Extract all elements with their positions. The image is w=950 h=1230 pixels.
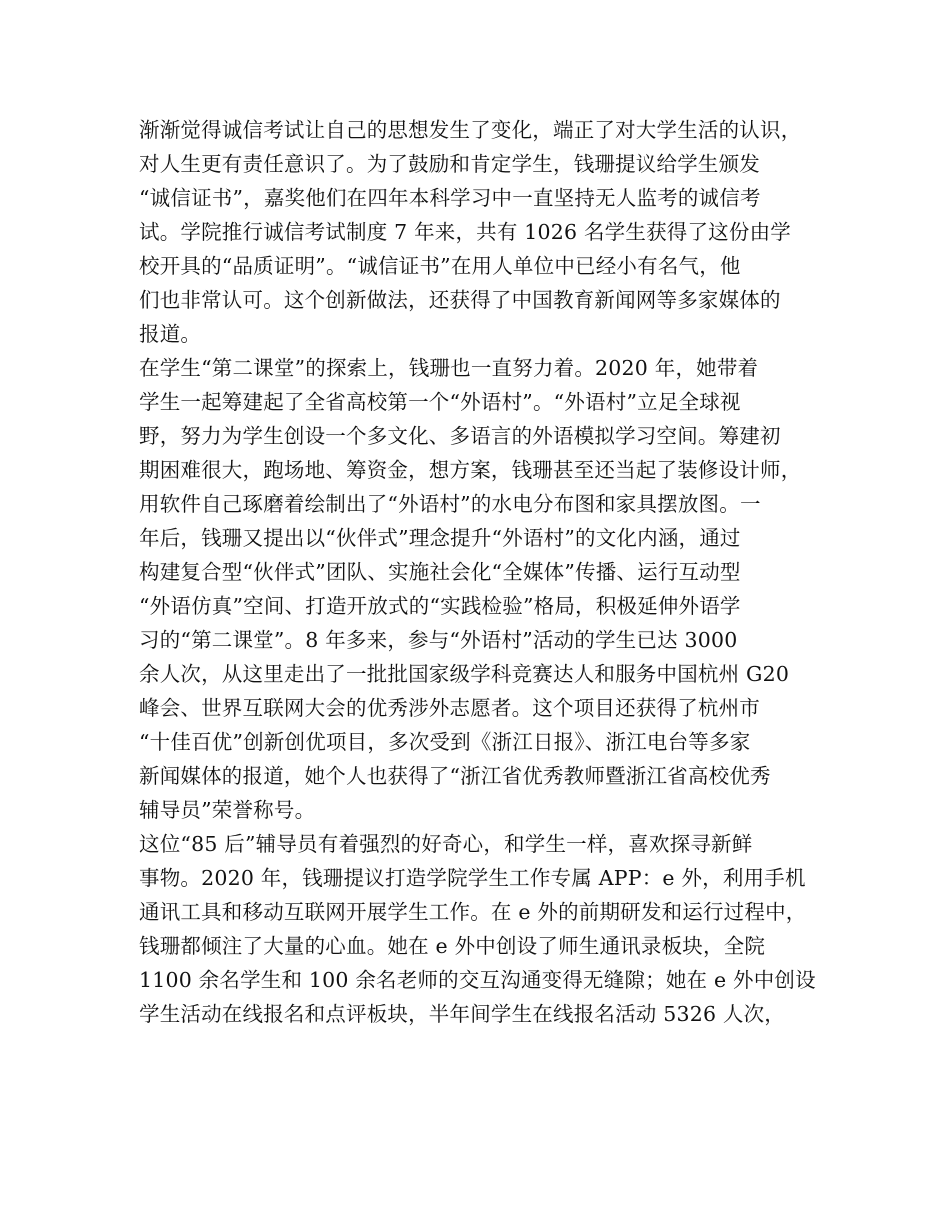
text-line: “外语仿真”空间、打造开放式的“实践检验”格局，积极延伸外语学 bbox=[139, 594, 741, 618]
text-line: 期困难很大，跑场地、筹资金，想方案，钱珊甚至还当起了装修设计师， bbox=[139, 458, 802, 482]
text-line: 渐渐觉得诚信考试让自己的思想发生了变化，端正了对大学生活的认识， bbox=[139, 118, 802, 142]
text-line: 新闻媒体的报道，她个人也获得了“浙江省优秀教师暨浙江省高校优秀 bbox=[139, 764, 771, 788]
text-line: 学生活动在线报名和点评板块，半年间学生在线报名活动 5326 人次， bbox=[139, 1002, 786, 1026]
text-line: 学生一起筹建起了全省高校第一个“外语村”。“外语村”立足全球视 bbox=[139, 390, 741, 414]
text-line: 野，努力为学生创设一个多文化、多语言的外语模拟学习空间。筹建初 bbox=[139, 424, 781, 448]
text-line: 事物。2020 年，钱珊提议打造学院学生工作专属 APP：e 外，利用手机 bbox=[139, 866, 806, 890]
text-line: 用软件自己琢磨着绘制出了“外语村”的水电分布图和家具摆放图。一 bbox=[139, 492, 761, 516]
text-line: 对人生更有责任意识了。为了鼓励和肯定学生，钱珊提议给学生颁发 bbox=[139, 152, 760, 176]
document-page bbox=[139, 113, 829, 1031]
text-line: 通讯工具和移动互联网开展学生工作。在 e 外的前期研发和运行过程中， bbox=[139, 900, 807, 924]
paragraph-foreign-language-village bbox=[139, 351, 829, 827]
text-line: 在学生“第二课堂”的探索上，钱珊也一直努力着。2020 年，她带着 bbox=[139, 356, 759, 380]
text-line: 构建复合型“伙伴式”团队、实施社会化“全媒体”传播、运行互动型 bbox=[139, 560, 741, 584]
text-line: “十佳百优”创新创优项目，多次受到《浙江日报》、浙江电台等多家 bbox=[139, 730, 751, 754]
text-line: 辅导员”荣誉称号。 bbox=[139, 798, 316, 822]
paragraph-honesty-certificate bbox=[139, 113, 829, 351]
paragraph-e-wai-app bbox=[139, 827, 829, 1031]
text-line: 峰会、世界互联网大会的优秀涉外志愿者。这个项目还获得了杭州市 bbox=[139, 696, 760, 720]
text-line: 年后，钱珊又提出以“伙伴式”理念提升“外语村”的文化内涵，通过 bbox=[139, 526, 741, 550]
text-line: 报道。 bbox=[139, 322, 202, 346]
text-line: “诚信证书”，嘉奖他们在四年本科学习中一直坚持无人监考的诚信考 bbox=[139, 186, 761, 210]
text-line: 试。学院推行诚信考试制度 7 年来，共有 1026 名学生获得了这份由学 bbox=[139, 220, 791, 244]
text-line: 1100 余名学生和 100 余名老师的交互沟通变得无缝隙；她在 e 外中创设 bbox=[139, 968, 816, 992]
text-line: 这位“85 后”辅导员有着强烈的好奇心，和学生一样，喜欢探寻新鲜 bbox=[139, 832, 753, 856]
text-line: 们也非常认可。这个创新做法，还获得了中国教育新闻网等多家媒体的 bbox=[139, 288, 781, 312]
text-line: 校开具的“品质证明”。“诚信证书”在用人单位中已经小有名气，他 bbox=[139, 254, 741, 278]
text-line: 余人次，从这里走出了一批批国家级学科竞赛达人和服务中国杭州 G20 bbox=[139, 662, 790, 686]
text-line: 钱珊都倾注了大量的心血。她在 e 外中创设了师生通讯录板块，全院 bbox=[139, 934, 766, 958]
text-line: 习的“第二课堂”。8 年多来，参与“外语村”活动的学生已达 3000 bbox=[139, 628, 738, 652]
